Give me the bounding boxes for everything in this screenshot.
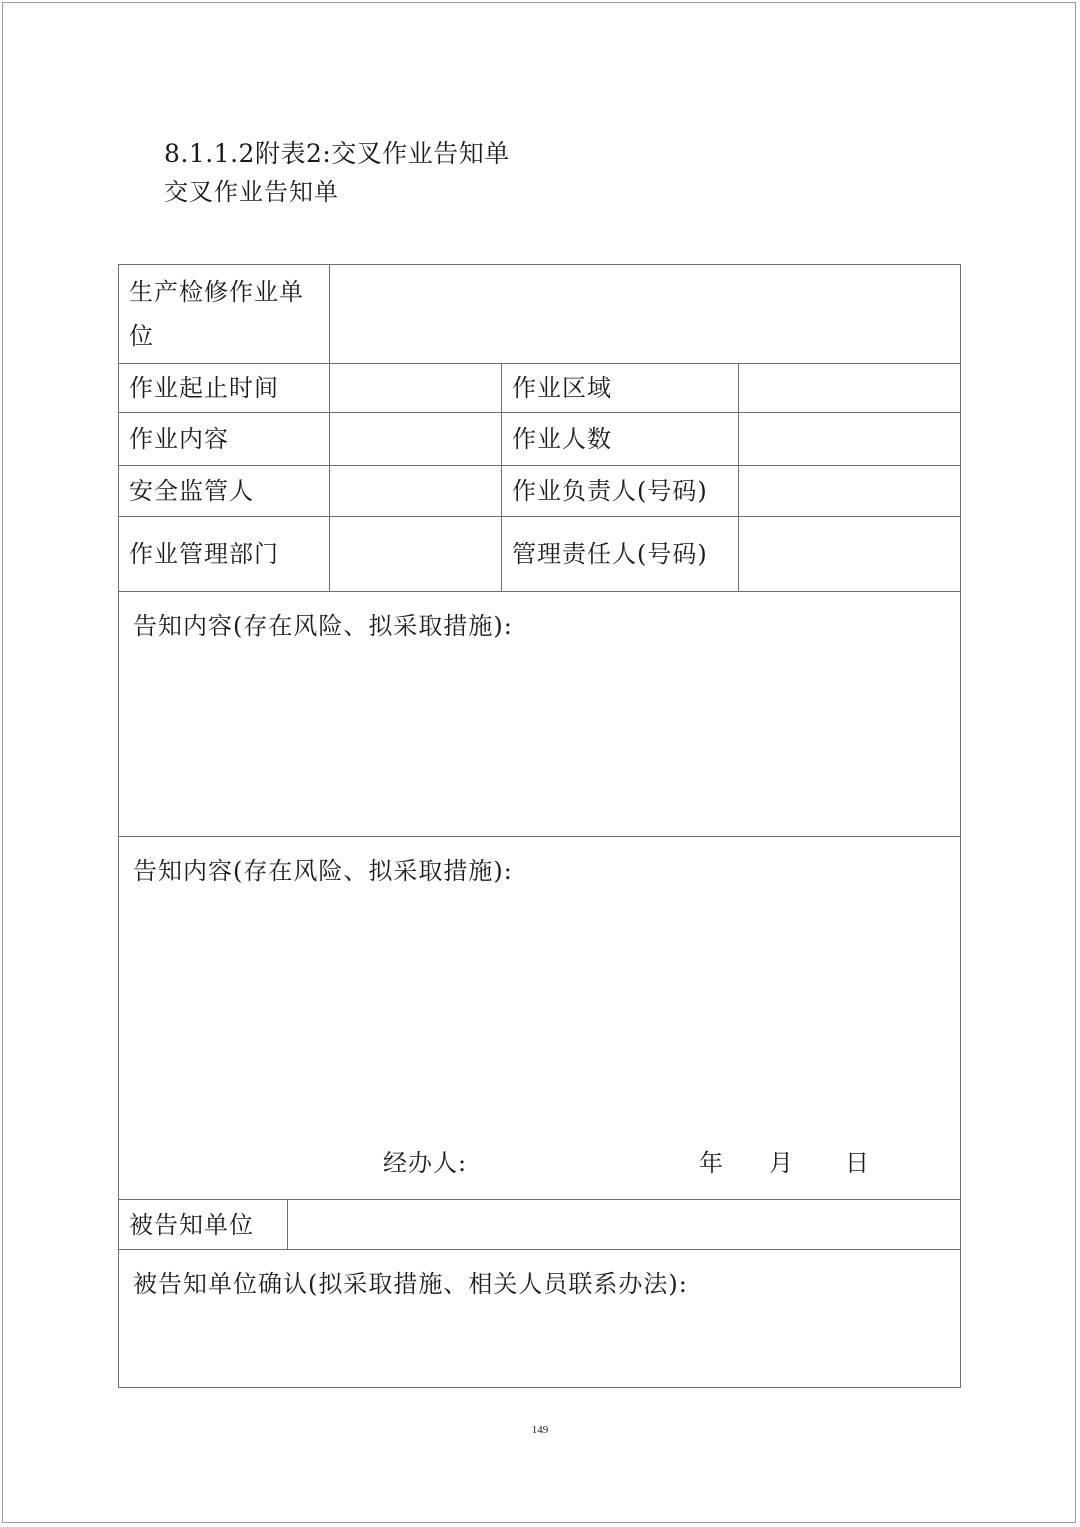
headcount-value-field[interactable]: [739, 413, 961, 466]
management-responsible-value-field[interactable]: [739, 517, 961, 592]
page-number: 149: [531, 1424, 549, 1436]
area-value-field[interactable]: [739, 364, 961, 413]
year-label: 年: [699, 1149, 724, 1177]
safety-supervisor-label: 安全监管人: [119, 466, 330, 517]
notice-content-area-1[interactable]: [119, 592, 961, 837]
table-row: [119, 265, 961, 364]
unit-value-field[interactable]: [330, 265, 961, 364]
notice-content-label-1: 告知内容(存在风险、拟采取措施):: [133, 612, 513, 640]
work-leader-label: 作业负责人(号码): [502, 466, 739, 517]
notice-content-area-2[interactable]: [119, 837, 961, 1200]
table-row: [119, 837, 961, 1200]
work-leader-value-field[interactable]: [739, 466, 961, 517]
handler-label: 经办人:: [383, 1149, 468, 1177]
unit-label: 生产检修作业单位: [119, 265, 330, 364]
table-row: [119, 592, 961, 837]
notice-form-table: [118, 264, 961, 1388]
month-label: 月: [769, 1149, 794, 1177]
confirmation-label: 被告知单位确认(拟采取措施、相关人员联系办法):: [133, 1270, 688, 1298]
table-row: [119, 1200, 961, 1250]
management-dept-label: 作业管理部门: [119, 517, 330, 592]
day-label: 日: [845, 1149, 870, 1177]
table-row: [119, 1250, 961, 1388]
table-row: [119, 364, 961, 413]
notified-unit-label: 被告知单位: [119, 1200, 288, 1250]
table-row: [119, 517, 961, 592]
management-dept-value-field[interactable]: [330, 517, 502, 592]
area-label: 作业区域: [502, 364, 739, 413]
content-label: 作业内容: [119, 413, 330, 466]
content-value-field[interactable]: [330, 413, 502, 466]
time-label: 作业起止时间: [119, 364, 330, 413]
time-value-field[interactable]: [330, 364, 502, 413]
confirmation-area[interactable]: [119, 1250, 961, 1388]
form-title: 交叉作业告知单: [164, 178, 339, 206]
table-row: [119, 413, 961, 466]
table-row: [119, 466, 961, 517]
safety-supervisor-value-field[interactable]: [330, 466, 502, 517]
management-responsible-label: 管理责任人(号码): [502, 517, 739, 592]
section-heading: 8.1.1.2附表2:交叉作业告知单: [164, 139, 510, 168]
notice-content-label-2: 告知内容(存在风险、拟采取措施):: [133, 857, 513, 885]
notified-unit-value-field[interactable]: [288, 1200, 961, 1250]
headcount-label: 作业人数: [502, 413, 739, 466]
